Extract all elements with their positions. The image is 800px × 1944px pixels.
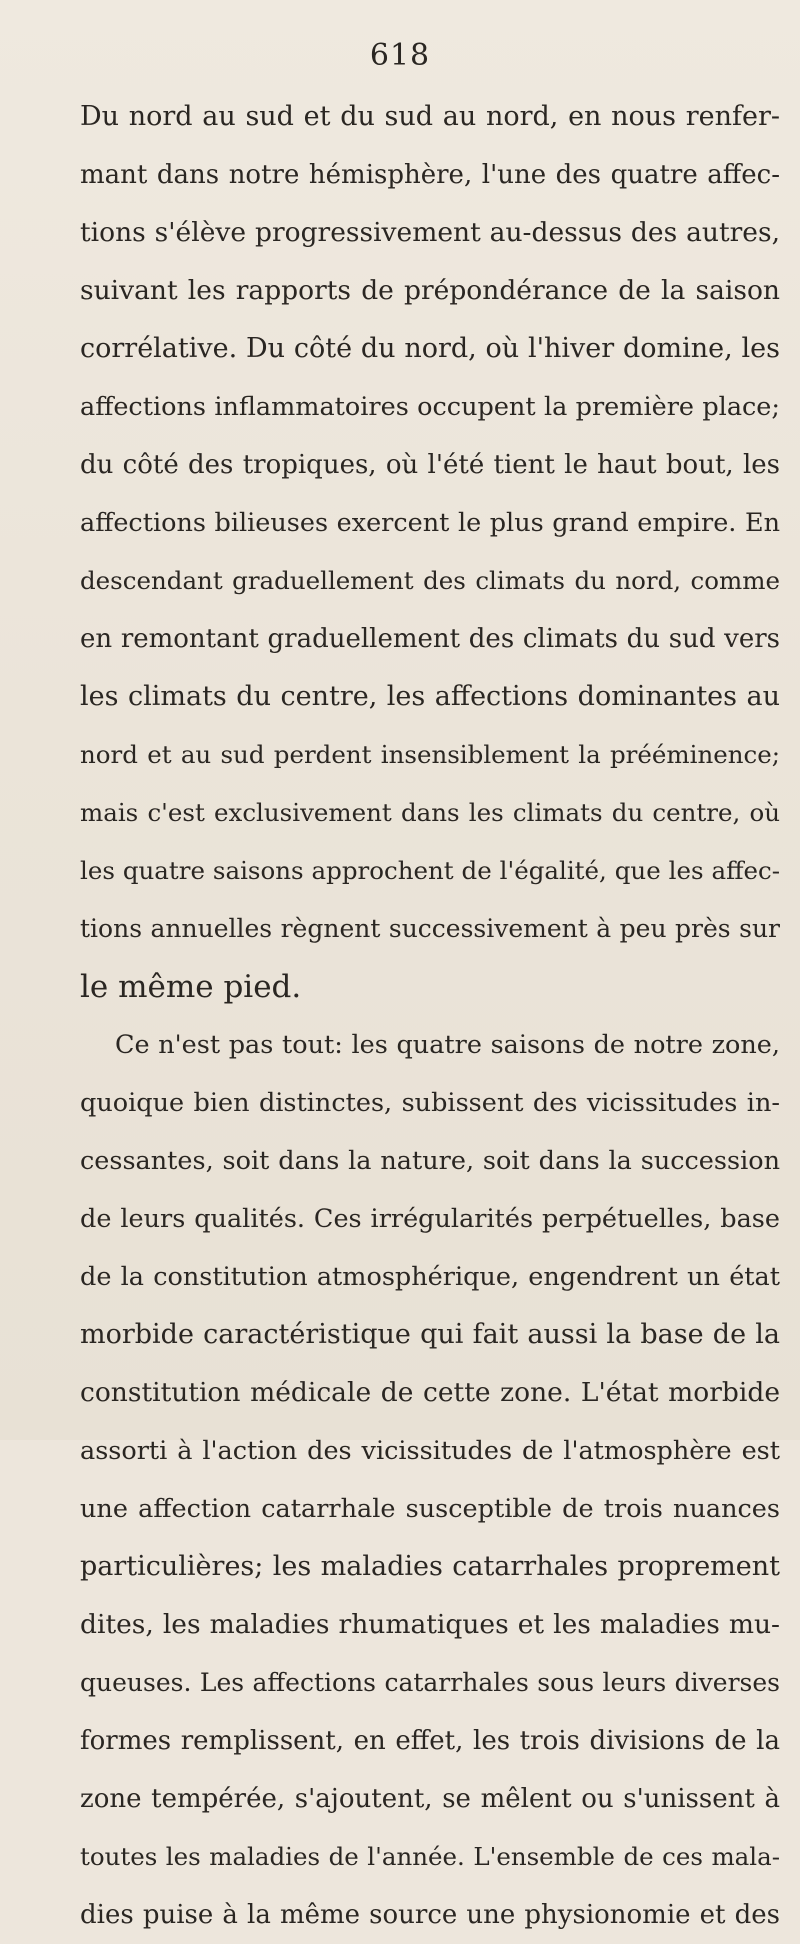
text-line: tions annuelles règnent successivement à peu près sur: [80, 914, 780, 943]
text-line: du côté des tropiques, où l'été tient le haut bout, les: [80, 450, 780, 480]
text-line: particulières; les maladies catarrhales proprement: [80, 1551, 780, 1582]
text-line: constitution médicale de cette zone. L'état morbide: [80, 1377, 780, 1408]
text-line: affections bilieuses exercent le plus grand empire. En: [80, 508, 780, 538]
text-line: nord et au sud perdent insensiblement la prééminence;: [80, 740, 780, 769]
text-line: de leurs qualités. Ces irrégularités perpétuelles, base: [80, 1204, 780, 1234]
text-line: corrélative. Du côté du nord, où l'hiver domine, les: [80, 333, 780, 364]
text-line: suivant les rapports de prépondérance de la saison: [80, 275, 780, 306]
text-line: mant dans notre hémisphère, l'une des quatre affec-: [80, 160, 780, 190]
text-line: une affection catarrhale susceptible de trois nuances: [80, 1494, 780, 1524]
text-line: quoique bien distinctes, subissent des vicissitudes in-: [80, 1088, 780, 1118]
text-line: zone tempérée, s'ajoutent, se mêlent ou s'unissent à: [80, 1784, 780, 1814]
text-line: de la constitution atmosphérique, engendrent un état: [80, 1262, 780, 1292]
text-line: tions s'élève progressivement au-dessus des autres,: [80, 217, 780, 248]
text-line: en remontant graduellement des climats du sud vers: [80, 624, 780, 654]
text-line: Du nord au sud et du sud au nord, en nous renfer-: [80, 101, 780, 132]
text-line: les quatre saisons approchent de l'égalité, que les affec-: [80, 856, 780, 885]
text-line: le même pied.: [80, 969, 302, 1005]
text-line: assorti à l'action des vicissitudes de l'atmosphère est: [80, 1436, 780, 1466]
text-line: queuses. Les affections catarrhales sous leurs diverses: [80, 1668, 780, 1697]
text-line: mais c'est exclusivement dans les climats du centre, où: [80, 798, 780, 827]
text-line: dies puise à la même source une physionomie et des: [80, 1900, 780, 1930]
text-line: dites, les maladies rhumatiques et les maladies mu-: [80, 1609, 780, 1640]
text-line: toutes les maladies de l'année. L'ensemble de ces mala-: [80, 1842, 780, 1871]
text-line: cessantes, soit dans la nature, soit dans la succession: [80, 1146, 780, 1176]
body-text: [80, 88, 780, 1944]
text-line: affections inflammatoires occupent la première place;: [80, 392, 780, 422]
text-line: descendant graduellement des climats du nord, comme: [80, 566, 780, 595]
text-line: les climats du centre, les affections dominantes au: [80, 681, 780, 712]
text-line: morbide caractéristique qui fait aussi la base de la: [80, 1319, 780, 1350]
text-line: formes remplissent, en effet, les trois divisions de la: [80, 1726, 780, 1756]
page-number: 618: [369, 38, 431, 73]
paragraph-start-line: Ce n'est pas tout: les quatre saisons de notre zone,: [115, 1030, 780, 1060]
